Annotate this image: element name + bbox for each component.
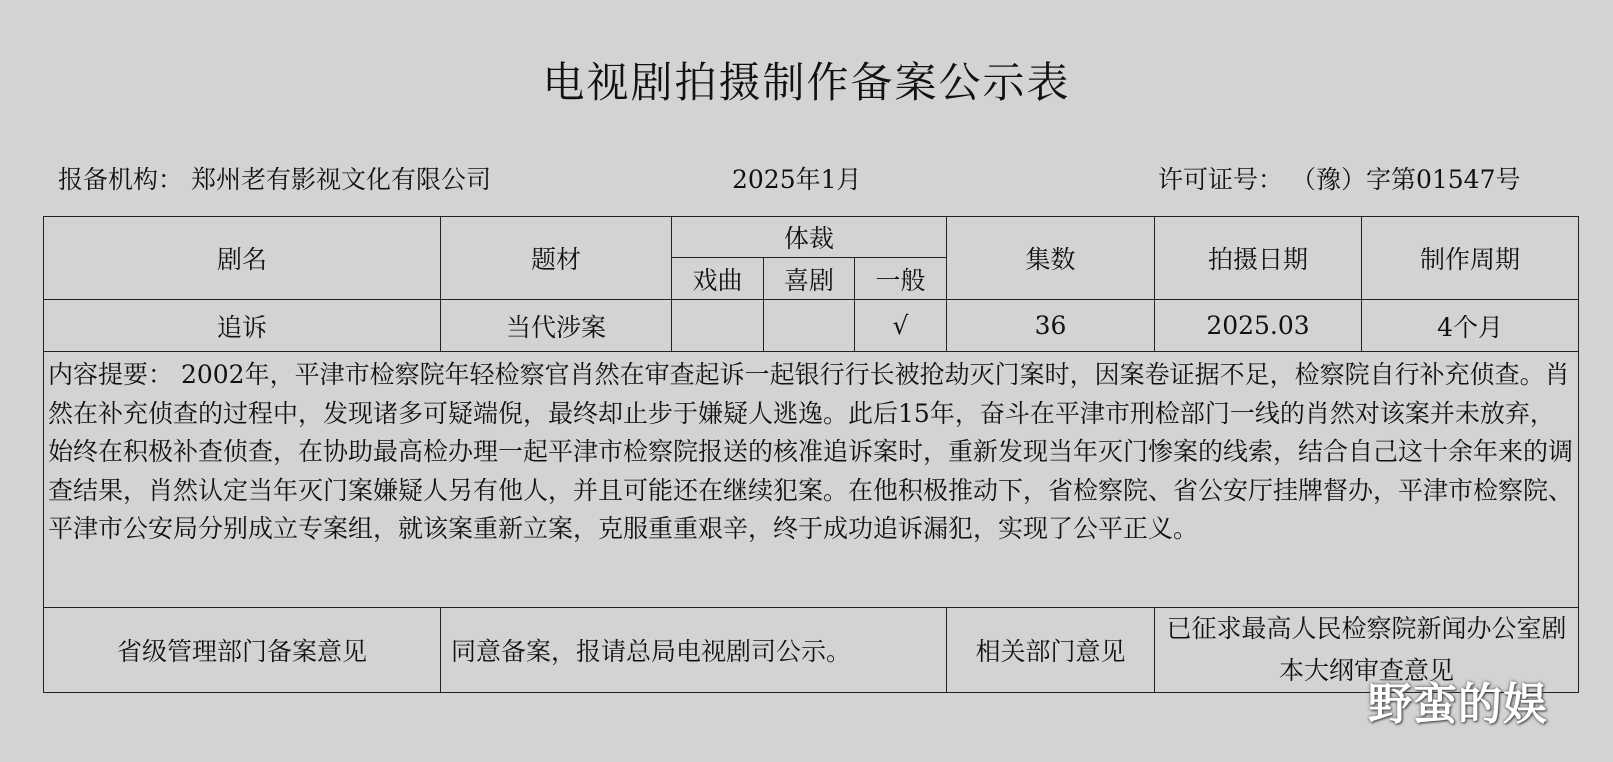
cell-name: 追诉	[44, 300, 441, 352]
cell-genre-general: √	[855, 300, 947, 352]
filing-table	[43, 216, 1579, 693]
header-episodes: 集数	[947, 217, 1155, 300]
provincial-approval-label: 省级管理部门备案意见	[44, 608, 441, 693]
filing-date: 2025年1月	[732, 165, 862, 194]
cell-genre-comedy	[764, 300, 855, 352]
header-shoot-date: 拍摄日期	[1155, 217, 1362, 300]
cell-shoot-date: 2025.03	[1155, 300, 1362, 352]
header-genre-comedy: 喜剧	[764, 258, 855, 300]
content-summary: 内容提要： 2002年，平津市检察院年轻检察官肖然在审查起诉一起银行行长被抢劫灭门案时，因案卷证据不足，检察院自行补充侦查。肖然在补充侦查的过程中，发现诸多可疑端倪，最终却止步于嫌疑人逃逸。此后15年，奋斗在平津市刑检部门一线的肖然对该案并未放弃，始终在积极补查侦查，在协助最高检办理一起平津市检察院报送的核准追诉案时，重新发现当年灭门惨案的线索，结合自己这十余年来的调查结果，肖然认定当年灭门案嫌疑人另有他人，并且可能还在继续犯案。在他积极推动下，省检察院、省公安厅挂牌督办，平津市检察院、平津市公安局分别成立专案组，就该案重新立案，克服重重艰辛，终于成功追诉漏犯，实现了公平正义。	[44, 352, 1579, 608]
page-title: 电视剧拍摄制作备案公示表	[542, 58, 1071, 107]
watermark: 野蛮的娱	[1368, 679, 1548, 730]
header-production-period: 制作周期	[1362, 217, 1579, 300]
license-number: 许可证号： （豫）字第01547号	[1158, 165, 1521, 194]
header-genre-opera: 戏曲	[672, 258, 764, 300]
organization-info: 报备机构： 郑州老有影视文化有限公司	[58, 165, 491, 194]
cell-episodes: 36	[947, 300, 1155, 352]
related-dept-value: 已征求最高人民检察院新闻办公室剧本大纲审查意见	[1155, 608, 1579, 693]
provincial-approval-value: 同意备案，报请总局电视剧司公示。	[441, 608, 947, 693]
related-dept-label: 相关部门意见	[947, 608, 1155, 693]
header-genre: 体裁	[672, 217, 947, 258]
header-name: 剧名	[44, 217, 441, 300]
header-genre-general: 一般	[855, 258, 947, 300]
cell-subject: 当代涉案	[441, 300, 672, 352]
header-subject: 题材	[441, 217, 672, 300]
cell-genre-opera	[672, 300, 764, 352]
cell-production-period: 4个月	[1362, 300, 1579, 352]
